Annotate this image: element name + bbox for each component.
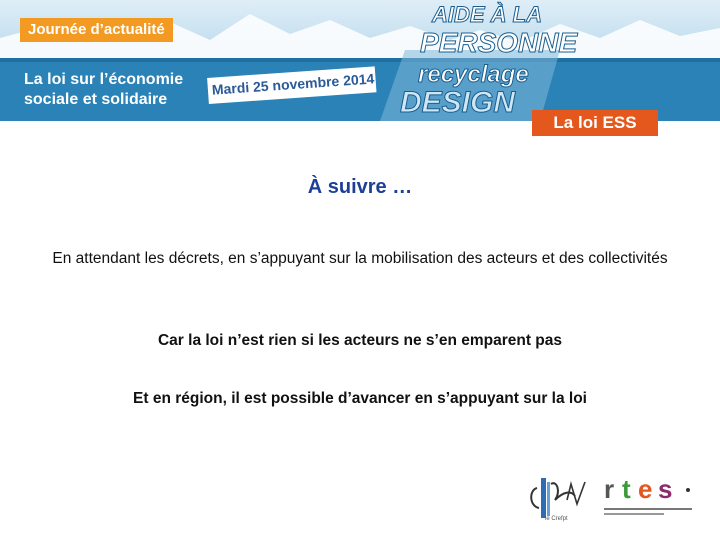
crefpt-logo-text: le Crefpt [545, 516, 568, 522]
crefpt-logo [527, 470, 595, 522]
graphic-line1: AIDE À LA [432, 2, 542, 27]
banner-title-line2: sociale et solidaire [24, 91, 168, 108]
rtes-logo [600, 470, 700, 522]
rtes-letter-r: r [604, 474, 615, 504]
banner-graphic-text [390, 0, 580, 121]
banner-title-line1: La loi sur l’économie [24, 71, 184, 88]
paragraph-1: En attendant les décrets, en s’appuyant sur la mobilisation des acteurs et des collectivités [52, 250, 668, 267]
header-banner [0, 0, 720, 121]
graphic-line4: DESIGN [400, 86, 516, 119]
rtes-letter-s: s [658, 474, 673, 504]
law-label: La loi ESS [532, 110, 658, 136]
rtes-letter-t: t [622, 474, 631, 504]
graphic-line2: PERSONNE [420, 27, 578, 58]
event-date: Mardi 25 novembre 2014 [211, 70, 375, 98]
rtes-letter-e: e [638, 474, 653, 504]
event-tag: Journée d’actualité [20, 18, 173, 42]
paragraph-2: Car la loi n’est rien si les acteurs ne s’en emparent pas [157, 332, 563, 349]
page-heading: À suivre … [307, 176, 413, 198]
paragraph-3: Et en région, il est possible d’avancer en s’appuyant sur la loi [133, 390, 587, 407]
banner-title [24, 70, 183, 110]
graphic-line3: recyclage [418, 61, 529, 88]
